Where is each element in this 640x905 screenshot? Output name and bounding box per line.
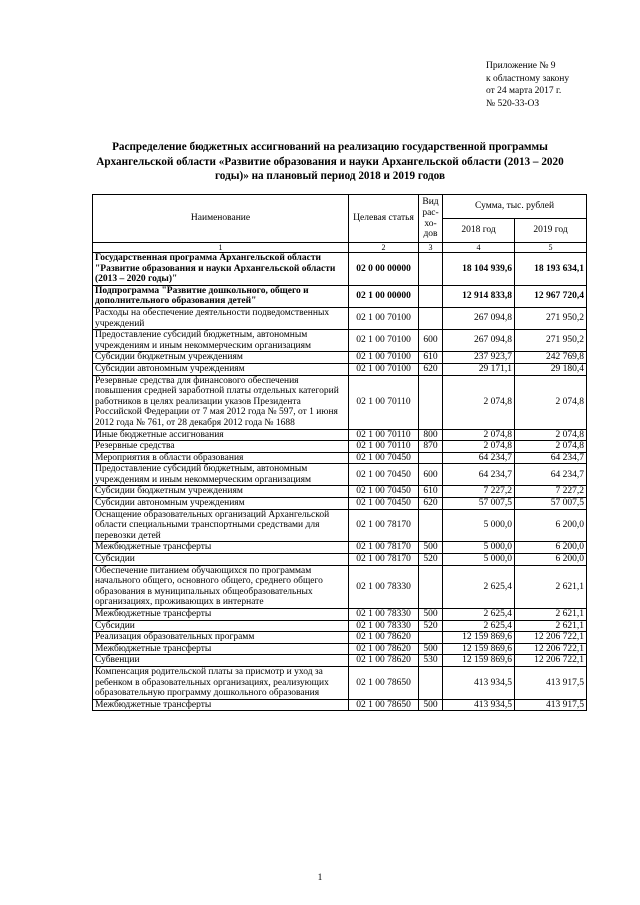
target-code: 02 0 00 00000 — [349, 253, 419, 286]
table-row — [93, 486, 587, 498]
target-code: 02 1 00 78170 — [349, 509, 419, 542]
amount-2019: 2 621,1 — [515, 620, 587, 632]
target-code: 02 1 00 70100 — [349, 307, 419, 329]
target-code: 02 1 00 78170 — [349, 542, 419, 554]
amount-2019: 12 206 722,1 — [515, 655, 587, 667]
amount-2019: 413 917,5 — [515, 699, 587, 711]
amount-2019: 271 950,2 — [515, 307, 587, 329]
amount-2019: 6 200,0 — [515, 509, 587, 542]
row-name: Расходы на обеспечение деятельности подведомственных учреждений — [93, 307, 349, 329]
table-row — [93, 643, 587, 655]
amount-2018: 267 094,8 — [443, 330, 515, 352]
target-code: 02 1 00 70110 — [349, 375, 419, 429]
expense-type: 620 — [419, 498, 443, 510]
table-row — [93, 666, 587, 699]
header-code: Целевая статья — [349, 195, 419, 243]
amount-2019: 2 074,8 — [515, 375, 587, 429]
amount-2018: 2 625,4 — [443, 620, 515, 632]
row-name: Подпрограмма "Развитие дошкольного, общего и дополнительного образования детей" — [93, 285, 349, 307]
table-row — [93, 620, 587, 632]
amount-2018: 57 007,5 — [443, 498, 515, 510]
expense-type — [419, 307, 443, 329]
row-name: Субсидии — [93, 620, 349, 632]
row-name: Мероприятия в области образования — [93, 452, 349, 464]
target-code: 02 1 00 78650 — [349, 666, 419, 699]
column-number: 2 — [349, 243, 419, 253]
amount-2018: 2 625,4 — [443, 565, 515, 608]
target-code: 02 1 00 78650 — [349, 699, 419, 711]
annex-line: № 520-33-ОЗ — [486, 98, 540, 109]
amount-2019: 2 621,1 — [515, 565, 587, 608]
table-row — [93, 609, 587, 621]
annex-block — [486, 60, 626, 110]
table-row — [93, 699, 587, 711]
row-name: Обеспечение питанием обучающихся по программам начального общего, основного общего, среднего общего образования в муниципальных общеобразовательных организациях, проживающих в интернате — [93, 565, 349, 608]
expense-type: 520 — [419, 620, 443, 632]
target-code: 02 1 00 78330 — [349, 609, 419, 621]
amount-2018: 64 234,7 — [443, 452, 515, 464]
amount-2019: 64 234,7 — [515, 452, 587, 464]
row-name: Предоставление субсидий бюджетным, автономным учреждениям и иным некоммерческим организациям — [93, 464, 349, 486]
row-name: Иные бюджетные ассигнования — [93, 429, 349, 441]
table-row — [93, 655, 587, 667]
amount-2018: 5 000,0 — [443, 509, 515, 542]
expense-type — [419, 375, 443, 429]
target-code: 02 1 00 70100 — [349, 363, 419, 375]
table-row — [93, 429, 587, 441]
expense-type — [419, 452, 443, 464]
table-row — [93, 285, 587, 307]
header-sum: Сумма, тыс. рублей — [443, 195, 587, 219]
row-name: Компенсация родительской платы за присмотр и уход за ребенком в образовательных организациях, реализующих образовательную программу дошкольного образования — [93, 666, 349, 699]
amount-2018: 12 159 869,6 — [443, 643, 515, 655]
amount-2018: 413 934,5 — [443, 666, 515, 699]
column-number: 4 — [443, 243, 515, 253]
table-row — [93, 554, 587, 566]
target-code: 02 1 00 78170 — [349, 554, 419, 566]
amount-2019: 12 206 722,1 — [515, 643, 587, 655]
target-code: 02 1 00 70450 — [349, 452, 419, 464]
row-name: Субсидии автономным учреждениям — [93, 498, 349, 510]
amount-2019: 2 074,8 — [515, 441, 587, 453]
row-name: Межбюджетные трансферты — [93, 643, 349, 655]
row-name: Резервные средства для финансового обеспечения повышения средней заработной платы отдельных категорий работников в целях реализации указов Президента Российской Федерации от 7 мая 2012 года № 597, от 1 июня 2012 года № 761, от 28 декабря 2012 года № 1688 — [93, 375, 349, 429]
expense-type: 500 — [419, 542, 443, 554]
amount-2019: 271 950,2 — [515, 330, 587, 352]
target-code: 02 1 00 70110 — [349, 441, 419, 453]
header-expense-type: Вид рас-хо-дов — [419, 195, 443, 243]
annex-line: от 24 марта 2017 г. — [486, 86, 562, 97]
amount-2018: 2 074,8 — [443, 441, 515, 453]
target-code: 02 1 00 78330 — [349, 620, 419, 632]
expense-type — [419, 285, 443, 307]
expense-type: 610 — [419, 352, 443, 364]
table-row — [93, 375, 587, 429]
amount-2018: 413 934,5 — [443, 699, 515, 711]
column-numbers-row — [93, 243, 587, 253]
target-code: 02 1 00 78620 — [349, 655, 419, 667]
row-name: Межбюджетные трансферты — [93, 699, 349, 711]
amount-2018: 5 000,0 — [443, 542, 515, 554]
table-row — [93, 253, 587, 286]
page-number: 1 — [317, 873, 323, 883]
amount-2018: 7 227,2 — [443, 486, 515, 498]
target-code: 02 1 00 00000 — [349, 285, 419, 307]
target-code: 02 1 00 78620 — [349, 632, 419, 644]
expense-type — [419, 632, 443, 644]
row-name: Субсидии бюджетным учреждениям — [93, 352, 349, 364]
row-name: Предоставление субсидий бюджетным, автономным учреждениям и иным некоммерческим организациям — [93, 330, 349, 352]
amount-2019: 413 917,5 — [515, 666, 587, 699]
table-row — [93, 464, 587, 486]
target-code: 02 1 00 70110 — [349, 429, 419, 441]
header-name: Наименование — [93, 195, 349, 243]
amount-2019: 57 007,5 — [515, 498, 587, 510]
table-body — [93, 253, 587, 711]
document-title: Распределение бюджетных ассигнований на реализацию государственной программы Архангельской области «Развитие образования и науки Архангельской области (2013 – 2020 годы)» на плановый период 2018 и 2019 годов — [96, 141, 564, 183]
table-row — [93, 452, 587, 464]
amount-2018: 64 234,7 — [443, 464, 515, 486]
expense-type — [419, 253, 443, 286]
amount-2019: 29 180,4 — [515, 363, 587, 375]
row-name: Субсидии автономным учреждениям — [93, 363, 349, 375]
target-code: 02 1 00 78330 — [349, 565, 419, 608]
expense-type: 620 — [419, 363, 443, 375]
amount-2019: 18 193 634,1 — [515, 253, 587, 286]
table-row — [93, 509, 587, 542]
expense-type: 870 — [419, 441, 443, 453]
table-row — [93, 542, 587, 554]
table-row — [93, 363, 587, 375]
target-code: 02 1 00 70450 — [349, 486, 419, 498]
amount-2019: 12 967 720,4 — [515, 285, 587, 307]
amount-2018: 267 094,8 — [443, 307, 515, 329]
amount-2018: 2 074,8 — [443, 375, 515, 429]
expense-type: 500 — [419, 609, 443, 621]
target-code: 02 1 00 70450 — [349, 464, 419, 486]
amount-2019: 12 206 722,1 — [515, 632, 587, 644]
amount-2019: 242 769,8 — [515, 352, 587, 364]
row-name: Межбюджетные трансферты — [93, 609, 349, 621]
row-name: Резервные средства — [93, 441, 349, 453]
table-row — [93, 632, 587, 644]
row-name: Межбюджетные трансферты — [93, 542, 349, 554]
amount-2018: 18 104 939,6 — [443, 253, 515, 286]
table-row — [93, 330, 587, 352]
target-code: 02 1 00 78620 — [349, 643, 419, 655]
amount-2018: 12 159 869,6 — [443, 655, 515, 667]
amount-2019: 2 621,1 — [515, 609, 587, 621]
target-code: 02 1 00 70100 — [349, 330, 419, 352]
row-name: Оснащение образовательных организаций Архангельской области специальными транспортными средствами для перевозки детей — [93, 509, 349, 542]
table-row — [93, 498, 587, 510]
row-name: Субвенции — [93, 655, 349, 667]
amount-2018: 12 914 833,8 — [443, 285, 515, 307]
amount-2019: 2 074,8 — [515, 429, 587, 441]
expense-type — [419, 565, 443, 608]
expense-type: 530 — [419, 655, 443, 667]
amount-2018: 29 171,1 — [443, 363, 515, 375]
target-code: 02 1 00 70450 — [349, 498, 419, 510]
column-number: 5 — [515, 243, 587, 253]
amount-2019: 7 227,2 — [515, 486, 587, 498]
amount-2019: 6 200,0 — [515, 554, 587, 566]
expense-type: 500 — [419, 699, 443, 711]
table-row — [93, 307, 587, 329]
amount-2018: 5 000,0 — [443, 554, 515, 566]
column-number: 3 — [419, 243, 443, 253]
amount-2018: 12 159 869,6 — [443, 632, 515, 644]
amount-2018: 237 923,7 — [443, 352, 515, 364]
row-name: Субсидии — [93, 554, 349, 566]
annex-line: Приложение № 9 — [486, 61, 556, 71]
annex-line: к областному закону — [486, 73, 570, 84]
table-row — [93, 352, 587, 364]
expense-type: 800 — [419, 429, 443, 441]
header-year-2018: 2018 год — [443, 219, 515, 243]
expense-type: 520 — [419, 554, 443, 566]
amount-2019: 6 200,0 — [515, 542, 587, 554]
target-code: 02 1 00 70100 — [349, 352, 419, 364]
expense-type: 600 — [419, 464, 443, 486]
expense-type: 600 — [419, 330, 443, 352]
expense-type — [419, 509, 443, 542]
row-name: Субсидии бюджетным учреждениям — [93, 486, 349, 498]
table-row — [93, 441, 587, 453]
amount-2019: 64 234,7 — [515, 464, 587, 486]
column-number: 1 — [93, 243, 349, 253]
table-row — [93, 565, 587, 608]
amount-2018: 2 625,4 — [443, 609, 515, 621]
row-name: Государственная программа Архангельской области "Развитие образования и науки Архангельской области (2013 – 2020 годы)" — [93, 253, 349, 286]
budget-table — [92, 194, 587, 711]
expense-type: 500 — [419, 643, 443, 655]
expense-type: 610 — [419, 486, 443, 498]
expense-type — [419, 666, 443, 699]
amount-2018: 2 074,8 — [443, 429, 515, 441]
row-name: Реализация образовательных программ — [93, 632, 349, 644]
header-year-2019: 2019 год — [515, 219, 587, 243]
